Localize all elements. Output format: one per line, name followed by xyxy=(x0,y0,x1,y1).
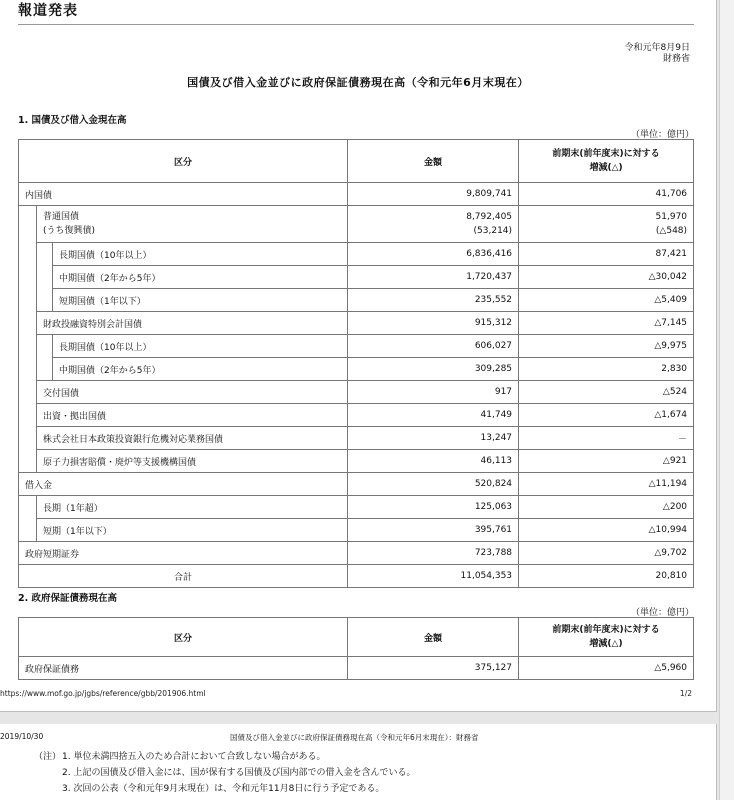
table-row: 中期国債（2年から5年） 309,285 2,830 xyxy=(19,358,694,381)
page-number: 1/2 xyxy=(679,689,692,698)
print-date: 2019/10/30 xyxy=(0,732,44,741)
ministry-name: 財務省 xyxy=(662,54,690,64)
col-amount: 金額 xyxy=(348,140,519,183)
table-row: 長期（1年超） 125,063 △200 xyxy=(19,496,694,519)
section1-heading: 1. 国債及び借入金現在高 xyxy=(18,115,127,126)
table-header-row xyxy=(19,140,694,183)
table-row: 原子力損害賠償・廃炉等支援機構国債 46,113 △921 xyxy=(19,450,694,473)
print-title: 国債及び借入金並びに政府保証債務現在高（令和元年6月末現在）：財務省 xyxy=(230,733,479,742)
section2-unit: （単位：億円） xyxy=(630,608,694,618)
col-change: 前期末(前年度末)に対する 増減(△) xyxy=(519,140,694,183)
table-row: 政府保証債務 375,127 △5,960 xyxy=(19,657,694,680)
col-category: 区分 xyxy=(19,140,348,183)
table-row: 借入金 520,824 △11,194 xyxy=(19,473,694,496)
table-row: 普通国債 (うち復興債) 8,792,405 (53,214) 51,970 (△548) xyxy=(19,206,694,243)
vertical-scrollbar[interactable] xyxy=(719,0,734,800)
page-2 xyxy=(0,724,717,800)
table-row: 出資・拠出国債 41,749 △1,674 xyxy=(19,404,694,427)
header-divider xyxy=(18,24,694,25)
debt-table xyxy=(18,139,694,588)
table-row: 短期国債（1年以下） 235,552 △5,409 xyxy=(19,289,694,312)
table-row: 財政投融資特別会計国債 915,312 △7,145 xyxy=(19,312,694,335)
table-row: 株式会社日本政策投資銀行危機対応業務国債 13,247 － xyxy=(19,427,694,450)
footer-url[interactable]: https://www.mof.go.jp/jgbs/reference/gbb/201906.html xyxy=(0,689,206,698)
note-1: 1. 単位未満四捨五入のため合計において合致しない場合がある。 xyxy=(62,752,326,762)
table-row: 中期国債（2年から5年） 1,720,437 △30,042 xyxy=(19,266,694,289)
section2-heading: 2. 政府保証債務現在高 xyxy=(18,593,118,604)
note-2: 2. 上記の国債及び借入金には、国が保有する国債及び国内部での借入金を含んでいる。 xyxy=(62,768,416,778)
col-amount: 金額 xyxy=(348,618,519,657)
note-3: 3. 次回の公表（令和元年9月末現在）は、令和元年11月8日に行う予定である。 xyxy=(62,784,385,794)
table-header-row xyxy=(19,618,694,657)
table-row: 短期（1年以下） 395,761 △10,994 xyxy=(19,519,694,542)
section1-unit: （単位：億円） xyxy=(630,130,694,140)
press-release-title: 報道発表 xyxy=(18,3,78,19)
table-row: 交付国債 917 △524 xyxy=(19,381,694,404)
guarantee-table xyxy=(18,617,694,680)
notes-label: （注） xyxy=(34,752,62,762)
table-row: 長期国債（10年以上） 606,027 △9,975 xyxy=(19,335,694,358)
table-total-row: 合計 11,054,353 20,810 xyxy=(19,565,694,588)
document-title: 国債及び借入金並びに政府保証債務現在高（令和元年6月末現在） xyxy=(187,76,529,89)
release-date: 令和元年8月9日 xyxy=(624,43,690,53)
table-row: 長期国債（10年以上） 6,836,416 87,421 xyxy=(19,243,694,266)
col-category: 区分 xyxy=(19,618,348,657)
table-row: 内国債 9,809,741 41,706 xyxy=(19,183,694,206)
col-change: 前期末(前年度末)に対する 増減(△) xyxy=(519,618,694,657)
table-row: 政府短期証券 723,788 △9,702 xyxy=(19,542,694,565)
